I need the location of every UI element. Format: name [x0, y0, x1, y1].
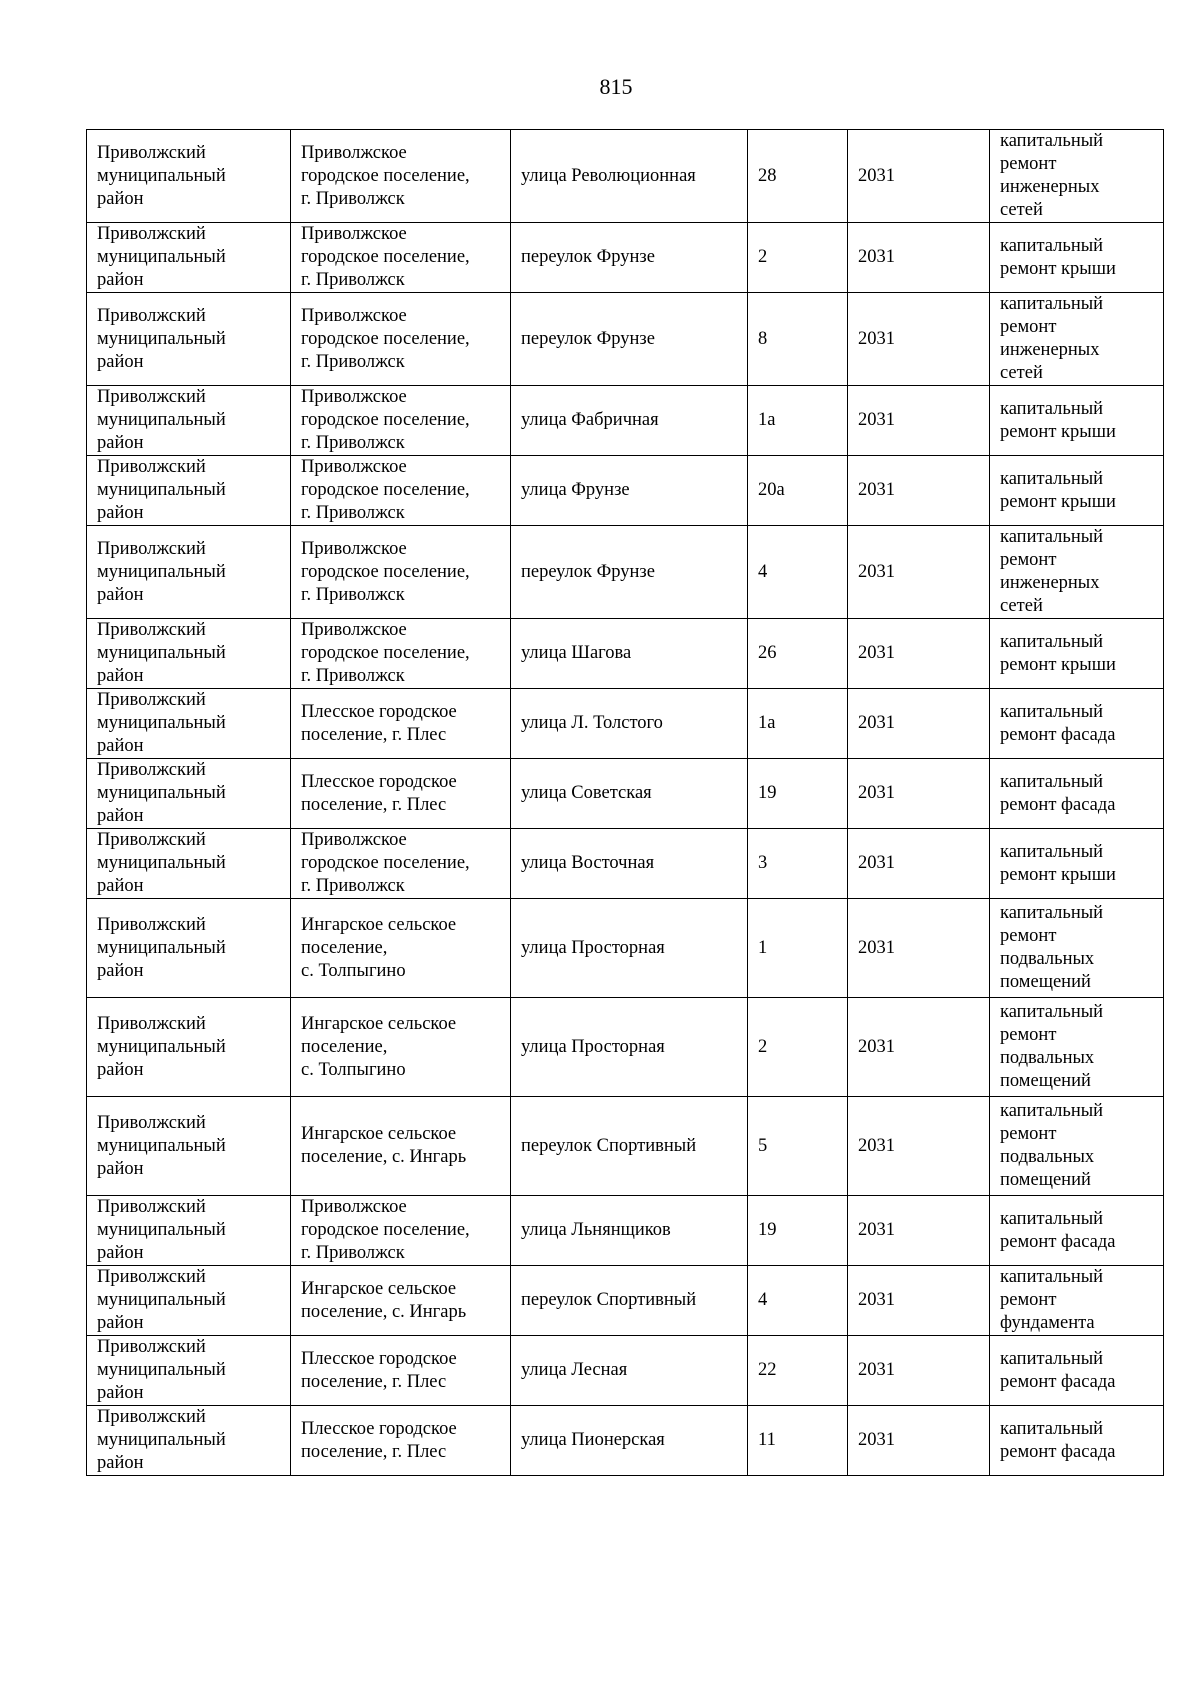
district-cell: Приволжский муниципальный район — [87, 619, 291, 689]
house-number-cell: 4 — [748, 1266, 848, 1336]
district-cell: Приволжский муниципальный район — [87, 1406, 291, 1476]
street-cell: улица Л. Толстого — [511, 689, 748, 759]
year-cell: 2031 — [848, 759, 990, 829]
table-row — [87, 130, 1164, 223]
year-cell: 2031 — [848, 619, 990, 689]
settlement-cell: Плесское городское поселение, г. Плес — [291, 1336, 511, 1406]
year-cell: 2031 — [848, 1097, 990, 1196]
year-cell: 2031 — [848, 223, 990, 293]
table-row — [87, 829, 1164, 899]
work-type-cell: капитальный ремонт подвальных помещений — [990, 899, 1164, 998]
settlement-cell: Ингарское сельское поселение, с. Толпыгино — [291, 998, 511, 1097]
district-cell: Приволжский муниципальный район — [87, 1266, 291, 1336]
year-cell: 2031 — [848, 689, 990, 759]
repair-schedule-table — [86, 129, 1164, 1476]
house-number-cell: 22 — [748, 1336, 848, 1406]
work-type-cell: капитальный ремонт крыши — [990, 619, 1164, 689]
table-row — [87, 689, 1164, 759]
street-cell: переулок Спортивный — [511, 1266, 748, 1336]
settlement-cell: Приволжское городское поселение, г. Приволжск — [291, 619, 511, 689]
house-number-cell: 19 — [748, 1196, 848, 1266]
table-row — [87, 619, 1164, 689]
street-cell: улица Шагова — [511, 619, 748, 689]
page-number: 815 — [599, 74, 633, 99]
settlement-cell: Приволжское городское поселение, г. Приволжск — [291, 829, 511, 899]
table-row — [87, 1336, 1164, 1406]
street-cell: переулок Спортивный — [511, 1097, 748, 1196]
year-cell: 2031 — [848, 899, 990, 998]
work-type-cell: капитальный ремонт фасада — [990, 1196, 1164, 1266]
settlement-cell: Ингарское сельское поселение, с. Ингарь — [291, 1097, 511, 1196]
street-cell: улица Фабричная — [511, 386, 748, 456]
year-cell: 2031 — [848, 293, 990, 386]
district-cell: Приволжский муниципальный район — [87, 526, 291, 619]
year-cell: 2031 — [848, 1196, 990, 1266]
work-type-cell: капитальный ремонт крыши — [990, 829, 1164, 899]
year-cell: 2031 — [848, 1406, 990, 1476]
house-number-cell: 1 — [748, 899, 848, 998]
street-cell: улица Просторная — [511, 899, 748, 998]
street-cell: улица Советская — [511, 759, 748, 829]
house-number-cell: 11 — [748, 1406, 848, 1476]
district-cell: Приволжский муниципальный район — [87, 386, 291, 456]
settlement-cell: Приволжское городское поселение, г. Приволжск — [291, 386, 511, 456]
year-cell: 2031 — [848, 1336, 990, 1406]
house-number-cell: 19 — [748, 759, 848, 829]
year-cell: 2031 — [848, 386, 990, 456]
work-type-cell: капитальный ремонт фундамента — [990, 1266, 1164, 1336]
table-row — [87, 526, 1164, 619]
street-cell: улица Пионерская — [511, 1406, 748, 1476]
settlement-cell: Приволжское городское поселение, г. Приволжск — [291, 293, 511, 386]
table-row — [87, 899, 1164, 998]
district-cell: Приволжский муниципальный район — [87, 759, 291, 829]
street-cell: улица Восточная — [511, 829, 748, 899]
work-type-cell: капитальный ремонт фасада — [990, 1336, 1164, 1406]
table-row — [87, 456, 1164, 526]
street-cell: переулок Фрунзе — [511, 526, 748, 619]
house-number-cell: 2 — [748, 998, 848, 1097]
year-cell: 2031 — [848, 130, 990, 223]
table-row — [87, 293, 1164, 386]
district-cell: Приволжский муниципальный район — [87, 1097, 291, 1196]
table-row — [87, 386, 1164, 456]
district-cell: Приволжский муниципальный район — [87, 829, 291, 899]
work-type-cell: капитальный ремонт фасада — [990, 689, 1164, 759]
street-cell: улица Фрунзе — [511, 456, 748, 526]
house-number-cell: 1а — [748, 386, 848, 456]
table-row — [87, 759, 1164, 829]
district-cell: Приволжский муниципальный район — [87, 1336, 291, 1406]
district-cell: Приволжский муниципальный район — [87, 899, 291, 998]
work-type-cell: капитальный ремонт крыши — [990, 223, 1164, 293]
district-cell: Приволжский муниципальный район — [87, 223, 291, 293]
table-row — [87, 1196, 1164, 1266]
work-type-cell: капитальный ремонт подвальных помещений — [990, 1097, 1164, 1196]
street-cell: улица Льнянщиков — [511, 1196, 748, 1266]
year-cell: 2031 — [848, 456, 990, 526]
settlement-cell: Ингарское сельское поселение, с. Ингарь — [291, 1266, 511, 1336]
settlement-cell: Приволжское городское поселение, г. Приволжск — [291, 130, 511, 223]
district-cell: Приволжский муниципальный район — [87, 456, 291, 526]
work-type-cell: капитальный ремонт подвальных помещений — [990, 998, 1164, 1097]
settlement-cell: Приволжское городское поселение, г. Приволжск — [291, 1196, 511, 1266]
work-type-cell: капитальный ремонт крыши — [990, 386, 1164, 456]
street-cell: улица Просторная — [511, 998, 748, 1097]
table-body — [87, 130, 1164, 1476]
year-cell: 2031 — [848, 526, 990, 619]
street-cell: переулок Фрунзе — [511, 223, 748, 293]
district-cell: Приволжский муниципальный район — [87, 998, 291, 1097]
work-type-cell: капитальный ремонт инженерных сетей — [990, 293, 1164, 386]
work-type-cell: капитальный ремонт фасада — [990, 1406, 1164, 1476]
street-cell: улица Лесная — [511, 1336, 748, 1406]
year-cell: 2031 — [848, 829, 990, 899]
year-cell: 2031 — [848, 1266, 990, 1336]
settlement-cell: Плесское городское поселение, г. Плес — [291, 689, 511, 759]
house-number-cell: 20а — [748, 456, 848, 526]
district-cell: Приволжский муниципальный район — [87, 130, 291, 223]
house-number-cell: 28 — [748, 130, 848, 223]
house-number-cell: 26 — [748, 619, 848, 689]
work-type-cell: капитальный ремонт фасада — [990, 759, 1164, 829]
street-cell: улица Революционная — [511, 130, 748, 223]
settlement-cell: Ингарское сельское поселение, с. Толпыгино — [291, 899, 511, 998]
table-row — [87, 1097, 1164, 1196]
house-number-cell: 8 — [748, 293, 848, 386]
house-number-cell: 5 — [748, 1097, 848, 1196]
settlement-cell: Плесское городское поселение, г. Плес — [291, 759, 511, 829]
house-number-cell: 1а — [748, 689, 848, 759]
district-cell: Приволжский муниципальный район — [87, 1196, 291, 1266]
table-row — [87, 1266, 1164, 1336]
settlement-cell: Плесское городское поселение, г. Плес — [291, 1406, 511, 1476]
work-type-cell: капитальный ремонт инженерных сетей — [990, 526, 1164, 619]
work-type-cell: капитальный ремонт инженерных сетей — [990, 130, 1164, 223]
table-row — [87, 223, 1164, 293]
house-number-cell: 2 — [748, 223, 848, 293]
district-cell: Приволжский муниципальный район — [87, 689, 291, 759]
table-row — [87, 1406, 1164, 1476]
street-cell: переулок Фрунзе — [511, 293, 748, 386]
year-cell: 2031 — [848, 998, 990, 1097]
settlement-cell: Приволжское городское поселение, г. Приволжск — [291, 223, 511, 293]
district-cell: Приволжский муниципальный район — [87, 293, 291, 386]
settlement-cell: Приволжское городское поселение, г. Приволжск — [291, 456, 511, 526]
house-number-cell: 3 — [748, 829, 848, 899]
work-type-cell: капитальный ремонт крыши — [990, 456, 1164, 526]
house-number-cell: 4 — [748, 526, 848, 619]
settlement-cell: Приволжское городское поселение, г. Приволжск — [291, 526, 511, 619]
table-row — [87, 998, 1164, 1097]
